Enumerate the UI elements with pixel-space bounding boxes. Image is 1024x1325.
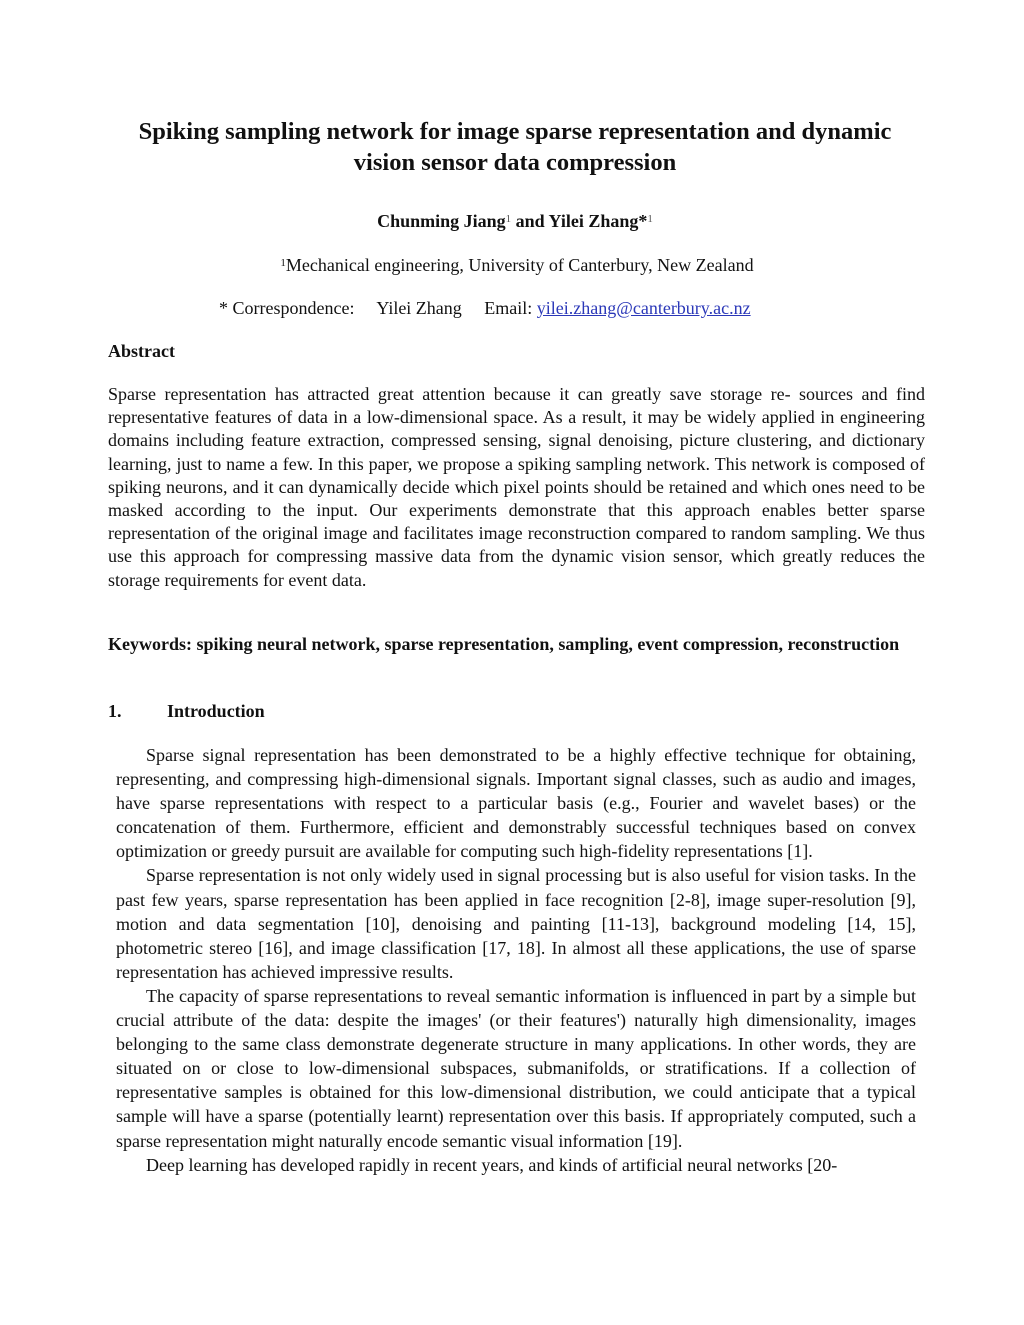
correspondence-line <box>219 296 751 320</box>
abstract-body: Sparse representation has attracted great attention because it can greatly save storage re- sources and find representative features of data in a low-dimensional space. As a result, it may be widely applied in engineering domains including feature extraction, compressed sensing, signal denoising, picture clustering, and dictionary learning, just to name a few. In this paper, we propose a spiking sampling network. This network is composed of spiking neurons, and it can dynamically decide which pixel points should be retained and which ones need to be masked according to the input. Our experiments demonstrate that this approach enables better sparse representation of the original image and facilitates image reconstruction compared to random sampling. We thus use this approach for compressing massive data from the dynamic vision sensor, which greatly reduces the storage requirements for event data. <box>108 384 925 590</box>
author-2-affiliation-mark: 1 <box>647 213 653 225</box>
section-heading-introduction <box>108 699 265 723</box>
intro-paragraph: Sparse signal representation has been demonstrated to be a highly effective technique for obtaining, representing, and compressing high-dimensional signals. Important signal classes, such as audio and images, have sparse representations with respect to a particular basis (e.g., Fourier and wavelet bases) or the concatenation of them. Furthermore, efficient and demonstrably successful techniques based on convex optimization or greedy pursuit are available for computing such high-fidelity representations [1]. <box>116 745 916 862</box>
author-line <box>0 209 1024 233</box>
paper-title: Spiking sampling network for image sparse representation and dynamic vision sensor data compression <box>138 118 892 176</box>
author-2-name: Yilei Zhang* <box>548 211 648 231</box>
keywords: Keywords: spiking neural network, sparse representation, sampling, event compression, reconstruction <box>108 634 900 654</box>
affiliation-text: Mechanical engineering, University of Canterbury, New Zealand <box>285 255 754 275</box>
intro-paragraph: Sparse representation is not only widely used in signal processing but is also useful for vision tasks. In the past few years, sparse representation has been applied in face recognition [2-8], image super-resolution [9], motion and data segmentation [10], denoising and painting [11-13], background modeling [14, 15], photometric stereo [16], and image classification [17, 18]. In almost all these applications, the use of sparse representation has achieved impressive results. <box>116 865 916 982</box>
email-link[interactable]: yilei.zhang@canterbury.ac.nz <box>536 298 751 318</box>
author-connector: and <box>511 211 549 231</box>
introduction-body <box>116 743 916 1177</box>
section-title: Introduction <box>167 701 265 721</box>
correspondence-name: Yilei Zhang <box>376 298 462 318</box>
intro-paragraph: Deep learning has developed rapidly in recent years, and kinds of artificial neural networks [20- <box>146 1154 838 1175</box>
email-label: Email: <box>484 298 533 318</box>
abstract-heading: Abstract <box>108 341 175 361</box>
author-1-affiliation-mark: 1 <box>505 213 512 225</box>
correspondence-label: * Correspondence: <box>219 298 355 318</box>
affiliation-mark: 1 <box>280 257 286 269</box>
section-number: 1. <box>108 701 122 721</box>
intro-paragraph: The capacity of sparse representations to reveal semantic information is influenced in part by a simple but crucial attribute of the data: despite the images' (or their features') naturally high dimensionality, images belonging to the same class demonstrate degenerate structure in many applications. In other words, they are situated on or close to low-dimensional subspaces, submanifolds, or stratifications. If a collection of representative samples is obtained for this low-dimensional distribution, we could anticipate that a typical sample will have a sparse (potentially learnt) representation over this basis. If appropriately computed, such a sparse representation might naturally encode semantic visual information [19]. <box>116 985 916 1151</box>
author-1-name: Chunming Jiang <box>377 211 506 231</box>
affiliation-line <box>0 253 1024 277</box>
